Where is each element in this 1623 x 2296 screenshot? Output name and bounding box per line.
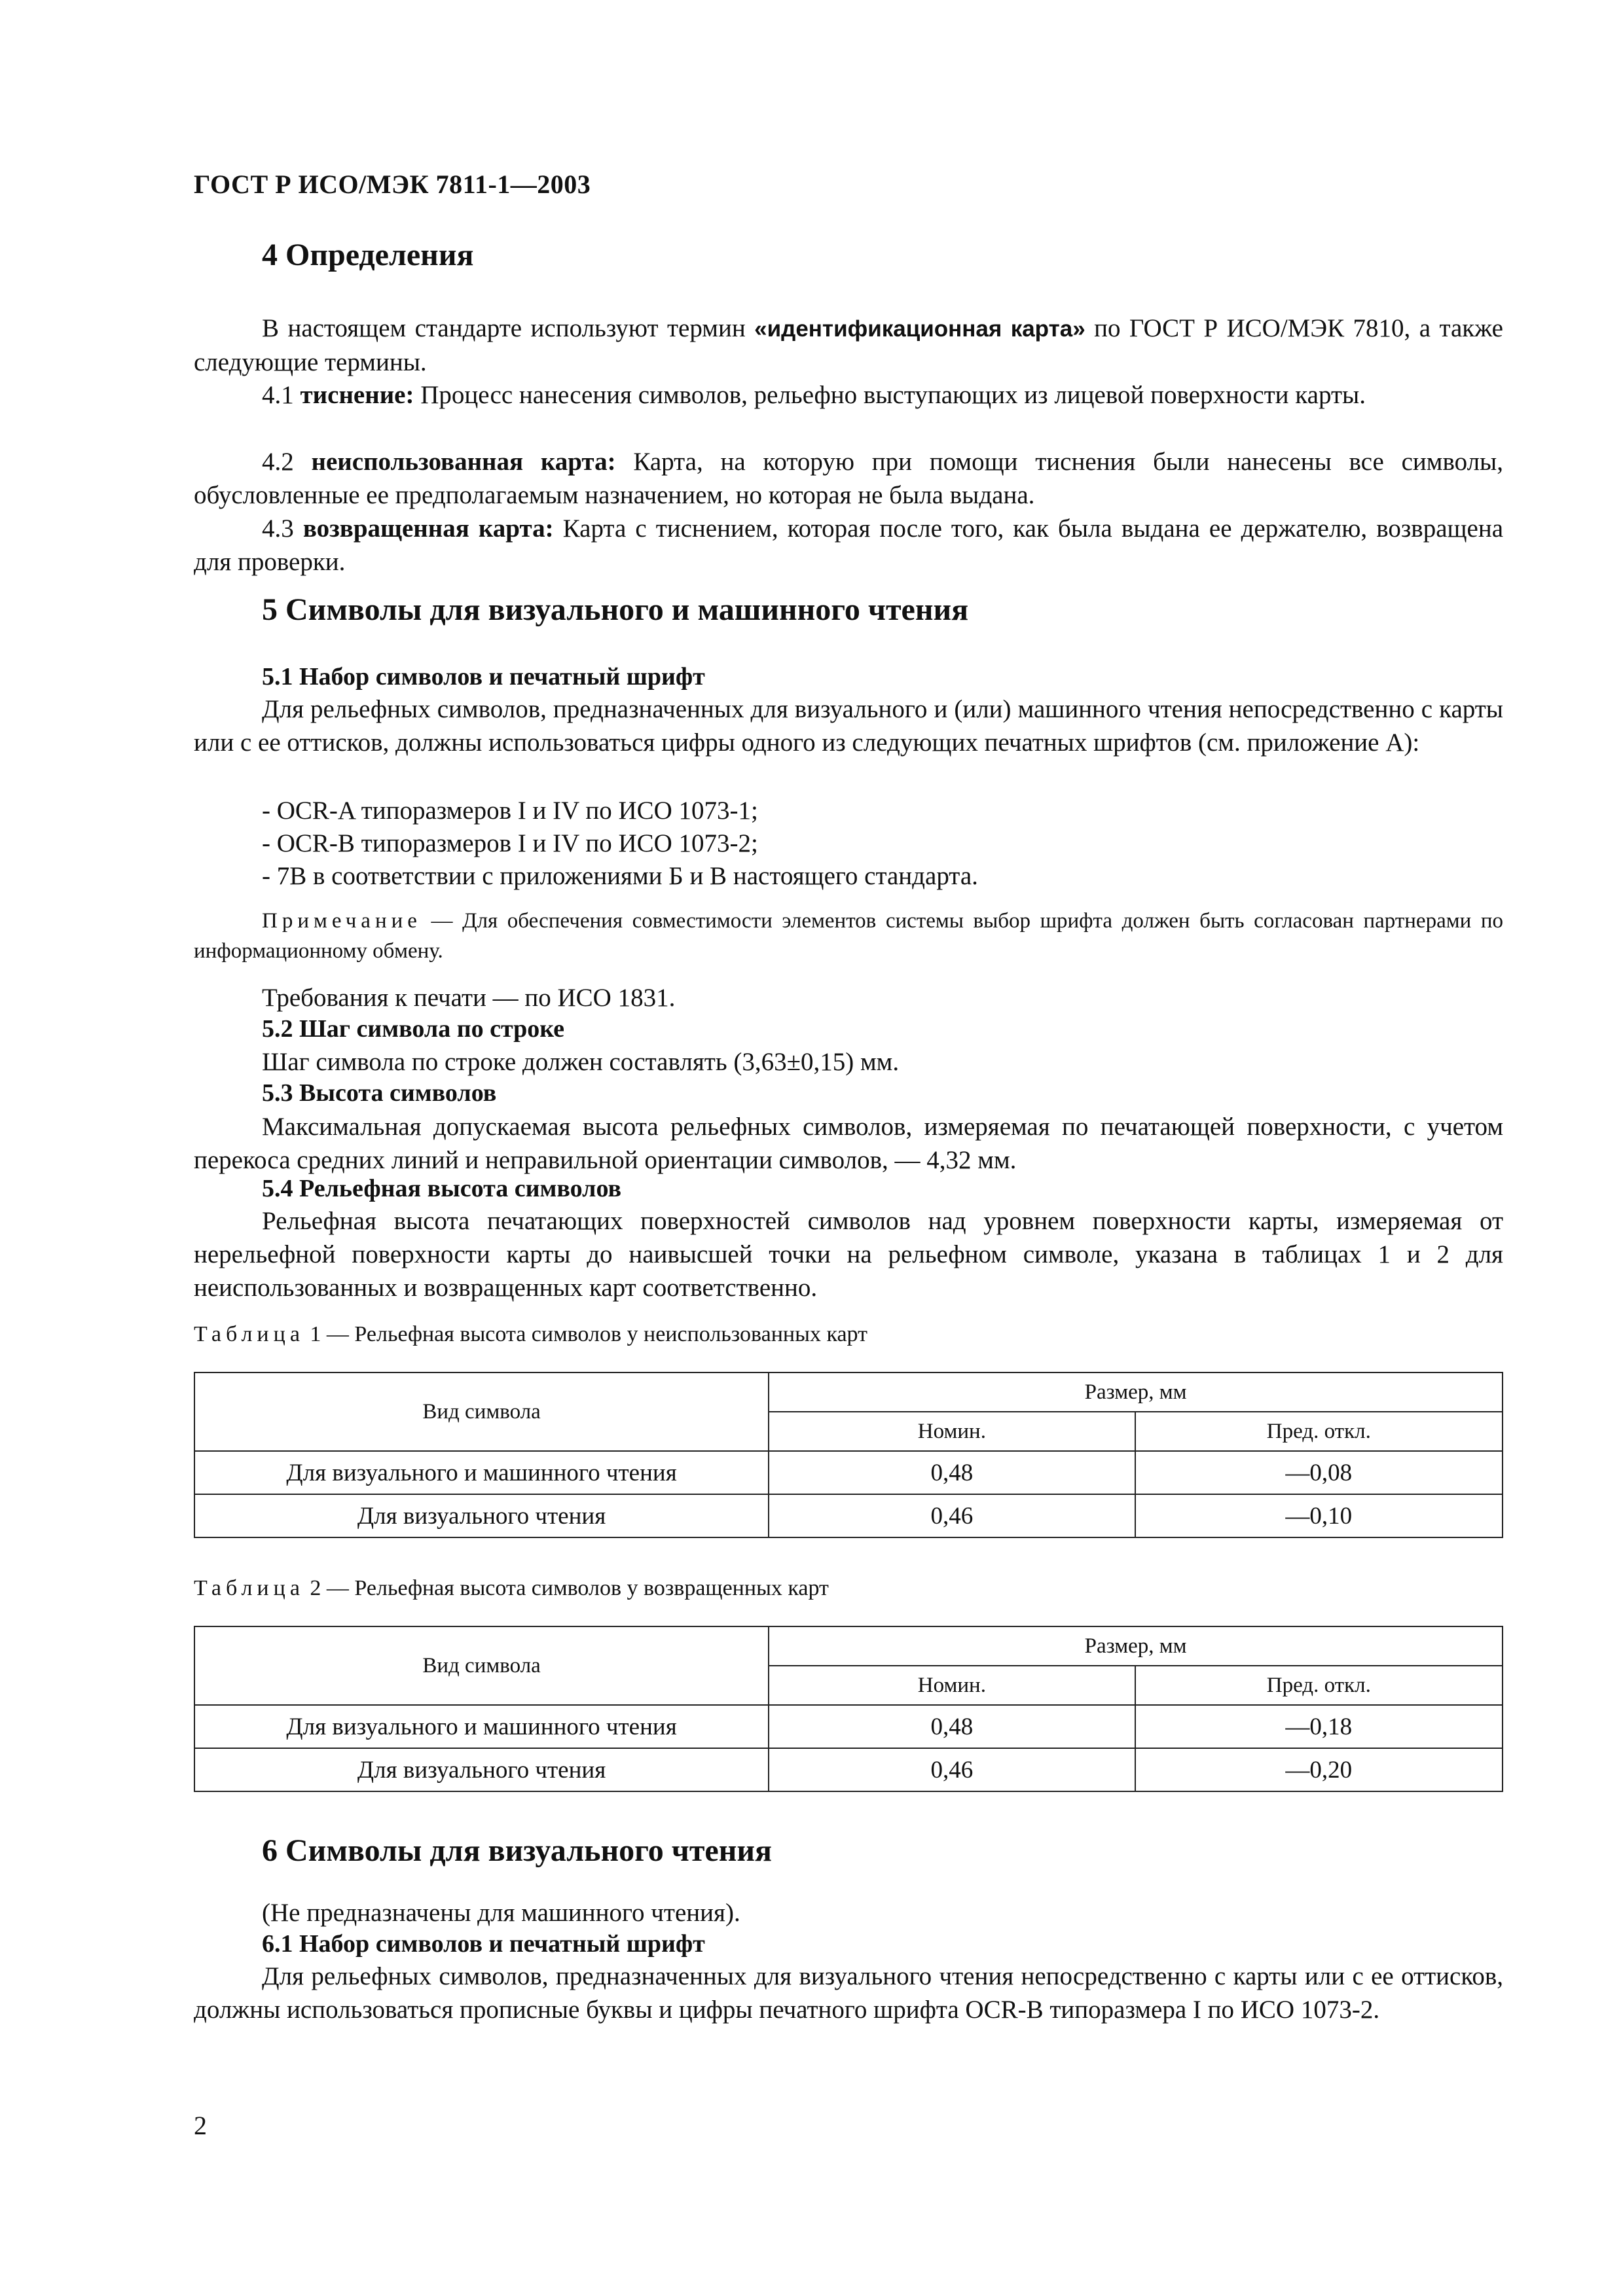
subsection-6-1-text: Для рельефных символов, предназначенных для визуального чтения непосредственно с карты или с ее оттисков, должны использоваться прописные буквы и цифры печатного шрифта OCR-B типоразмера I по ИСО 1073-2.	[194, 1962, 1503, 2024]
table-header-kind: Вид символа	[194, 1626, 769, 1705]
note: Примечание — Для обеспечения совместимости элементов системы выбор шрифта должен быть согласован партнерами по информационному обмену.	[194, 909, 1503, 963]
table-1-caption: Таблица 1 — Рельефная высота символов у неиспользованных карт	[194, 1322, 867, 1346]
section-4-title: 4 Определения	[262, 238, 474, 272]
subsection-5-3-text: Максимальная допускаемая высота рельефных символов, измеряемая по печатающей поверхности, с учетом перекоса средних линий и неправильной ориентации символов, — 4,32 мм.	[194, 1113, 1503, 1174]
subsection-5-2-text: Шаг символа по строке должен составлять (3,63±0,15) мм.	[262, 1048, 900, 1076]
section-6-title: 6 Символы для визуального чтения	[262, 1833, 773, 1868]
document-header: ГОСТ Р ИСО/МЭК 7811-1—2003	[194, 170, 591, 199]
table-header-kind: Вид символа	[194, 1372, 769, 1451]
subsection-5-4-text: Рельефная высота печатающих поверхностей символов над уровнем поверхности карты, измеряемая от нерельефной поверхности карты до наивысшей точки на рельефном символе, указана в таблицах 1 и 2 для неиспользованных и возвращенных карт соответственно.	[194, 1207, 1503, 1302]
table-row: Для визуального чтения 0,46 —0,20	[194, 1748, 1503, 1791]
subsection-5-4-title: 5.4 Рельефная высота символов	[262, 1175, 622, 1202]
subsection-6-1-title: 6.1 Набор символов и печатный шрифт	[262, 1930, 705, 1958]
intro-term: «идентификационная карта»	[754, 316, 1085, 342]
table-header-deviation: Пред. откл.	[1135, 1666, 1503, 1705]
table-row: Для визуального и машинного чтения 0,48 —0,08	[194, 1451, 1503, 1494]
table-row: Для визуального чтения 0,46 —0,10	[194, 1494, 1503, 1537]
subsection-5-1-title: 5.1 Набор символов и печатный шрифт	[262, 663, 705, 691]
section-6-note: (Не предназначены для машинного чтения).	[262, 1899, 740, 1927]
table-2-caption: Таблица 2 — Рельефная высота символов у возвращенных карт	[194, 1576, 829, 1600]
table-2	[194, 1626, 1503, 1792]
table-header-nominal: Номин.	[769, 1412, 1135, 1451]
section-5-title: 5 Символы для визуального и машинного чтения	[262, 592, 969, 627]
definition-4-1: 4.1 тиснение: Процесс нанесения символов, рельефно выступающих из лицевой поверхности карты.	[262, 381, 1366, 409]
table-header-size: Размер, мм	[769, 1372, 1503, 1412]
subsection-5-1-text: Для рельефных символов, предназначенных для визуального и (или) машинного чтения непосредственно с карты или с ее оттисков, должны использоваться цифры одного из следующих печатных шрифтов (см. приложение А):	[194, 695, 1503, 757]
table-header-size: Размер, мм	[769, 1626, 1503, 1666]
section-4-intro: В настоящем стандарте используют термин «идентификационная карта» по ГОСТ Р ИСО/МЭК 7810, а также следующие термины.	[194, 314, 1503, 376]
table-header-nominal: Номин.	[769, 1666, 1135, 1705]
subsection-5-3-title: 5.3 Высота символов	[262, 1079, 497, 1107]
print-requirements: Требования к печати — по ИСО 1831.	[262, 984, 676, 1012]
definition-4-3: 4.3 возвращенная карта: Карта с тиснением, которая после того, как была выдана ее держателю, возвращена для проверки.	[194, 514, 1504, 576]
page-number: 2	[194, 2111, 207, 2140]
font-list-item: - OCR-B типоразмеров I и IV по ИСО 1073-2;	[262, 829, 758, 857]
subsection-5-2-title: 5.2 Шаг символа по строке	[262, 1015, 565, 1043]
font-list-item: - OCR-A типоразмеров I и IV по ИСО 1073-1;	[262, 797, 758, 825]
table-row: Для визуального и машинного чтения 0,48 —0,18	[194, 1705, 1503, 1748]
definition-4-2: 4.2 неиспользованная карта: Карта, на которую при помощи тиснения были нанесены все символы, обусловленные ее предполагаемым назначением, но которая не была выдана.	[194, 448, 1503, 509]
table-1	[194, 1372, 1503, 1538]
font-list-item: - 7B в соответствии с приложениями Б и В настоящего стандарта.	[262, 862, 978, 890]
table-header-deviation: Пред. откл.	[1135, 1412, 1503, 1451]
